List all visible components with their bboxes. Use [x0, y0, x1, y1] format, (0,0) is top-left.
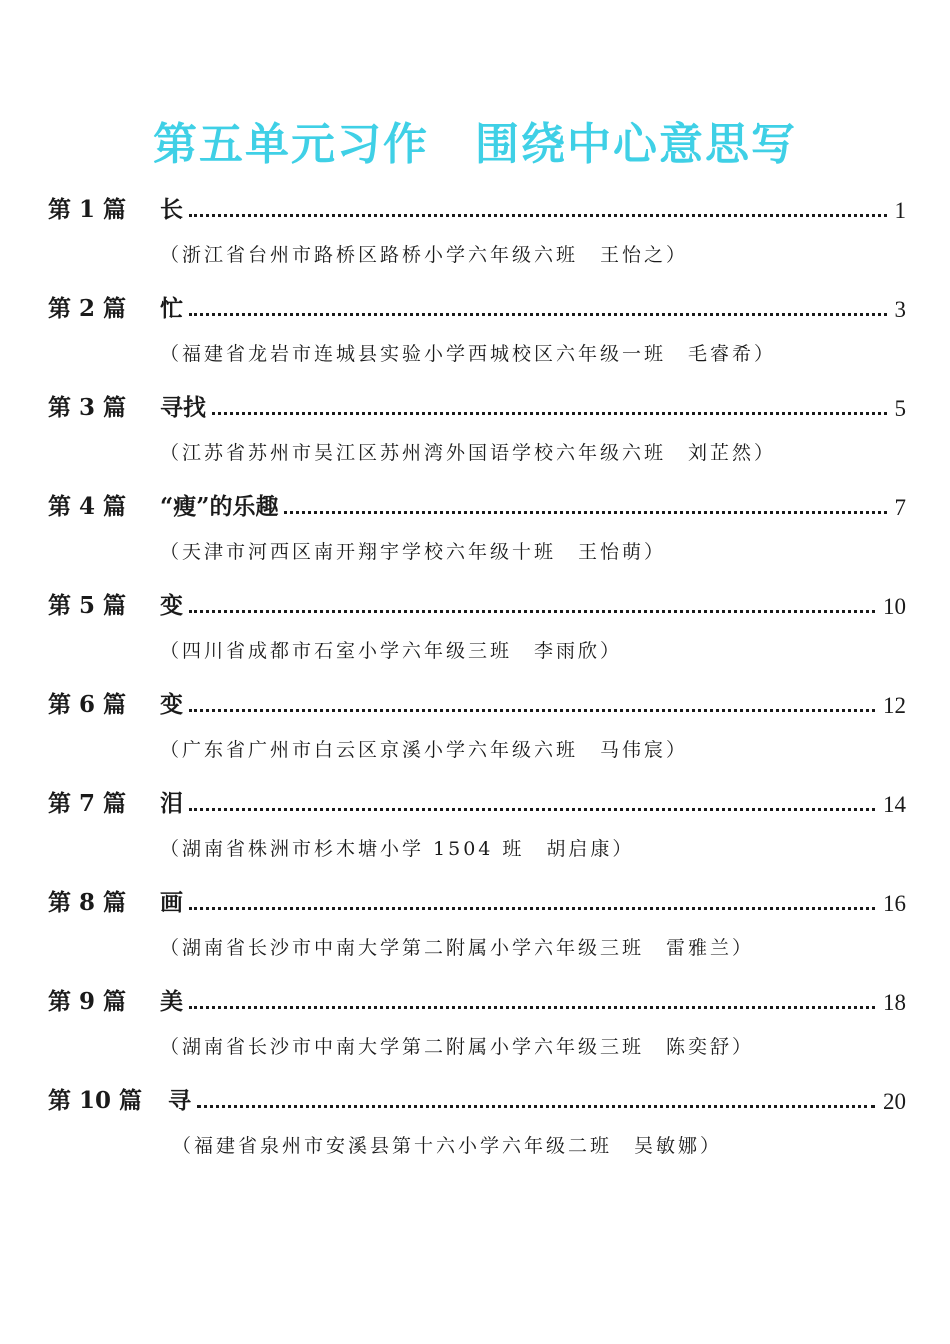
article-number: 第 4 篇 [48, 493, 127, 520]
article-number: 第 6 篇 [48, 691, 127, 718]
toc-entry[interactable] [0, 1083, 950, 1183]
toc-entry[interactable] [0, 687, 950, 787]
article-author: （浙江省台州市路桥区路桥小学六年级六班 王怡之） [160, 244, 689, 266]
article-number: 第 9 篇 [48, 988, 127, 1015]
dot-leader [197, 1105, 875, 1108]
article-number: 第 2 篇 [48, 295, 127, 322]
article-author: （福建省泉州市安溪县第十六小学六年级二班 吴敏娜） [172, 1135, 723, 1157]
toc-entry[interactable] [0, 885, 950, 985]
article-title: 寻找 [160, 394, 206, 421]
toc-entry[interactable] [0, 192, 950, 292]
page-number: 18 [883, 990, 906, 1015]
article-author: （江苏省苏州市吴江区苏州湾外国语学校六年级六班 刘芷然） [160, 442, 777, 464]
dot-leader [189, 709, 875, 712]
dot-leader [212, 412, 887, 415]
toc-entry[interactable] [0, 588, 950, 688]
page-number: 1 [894, 198, 906, 223]
page-number: 16 [883, 891, 906, 916]
article-author: （天津市河西区南开翔宇学校六年级十班 王怡萌） [160, 541, 667, 563]
article-number: 第 1 篇 [48, 196, 127, 223]
article-author: （湖南省长沙市中南大学第二附属小学六年级三班 陈奕舒） [160, 1036, 755, 1058]
page-number: 12 [883, 693, 906, 718]
page-number: 10 [883, 594, 906, 619]
dot-leader [189, 214, 887, 217]
page-title: 第五单元习作 围绕中心意思写 [153, 119, 797, 170]
article-number: 第 7 篇 [48, 790, 127, 817]
article-title: “瘦”的乐趣 [160, 493, 279, 520]
article-number: 第 10 篇 [48, 1087, 143, 1114]
dot-leader [189, 907, 875, 910]
article-title: 美 [160, 988, 183, 1015]
dot-leader [189, 610, 875, 613]
article-title: 变 [160, 691, 183, 718]
page-number: 20 [883, 1089, 906, 1114]
article-author: （广东省广州市白云区京溪小学六年级六班 马伟宸） [160, 739, 689, 761]
page-number: 5 [894, 396, 906, 421]
dot-leader [189, 1006, 875, 1009]
article-number: 第 3 篇 [48, 394, 127, 421]
article-title: 变 [160, 592, 183, 619]
article-title: 长 [160, 196, 183, 223]
page-number: 14 [883, 792, 906, 817]
article-title: 画 [160, 889, 183, 916]
article-author: （福建省龙岩市连城县实验小学西城校区六年级一班 毛睿希） [160, 343, 777, 365]
toc-entry[interactable] [0, 984, 950, 1084]
page-number: 7 [894, 495, 906, 520]
article-title: 忙 [160, 295, 183, 322]
article-author: （湖南省长沙市中南大学第二附属小学六年级三班 雷雅兰） [160, 937, 755, 959]
dot-leader [189, 313, 887, 316]
toc-entry[interactable] [0, 291, 950, 391]
toc-entry[interactable] [0, 786, 950, 886]
dot-leader [189, 808, 875, 811]
toc-entry[interactable] [0, 489, 950, 589]
article-author: （湖南省株洲市杉木塘小学 1504 班 胡启康） [160, 838, 635, 860]
article-title: 寻 [168, 1087, 191, 1114]
article-author: （四川省成都市石室小学六年级三班 李雨欣） [160, 640, 623, 662]
article-title: 泪 [160, 790, 183, 817]
toc-entry[interactable] [0, 390, 950, 490]
article-number: 第 8 篇 [48, 889, 127, 916]
dot-leader [284, 511, 886, 514]
page-number: 3 [894, 297, 906, 322]
article-number: 第 5 篇 [48, 592, 127, 619]
